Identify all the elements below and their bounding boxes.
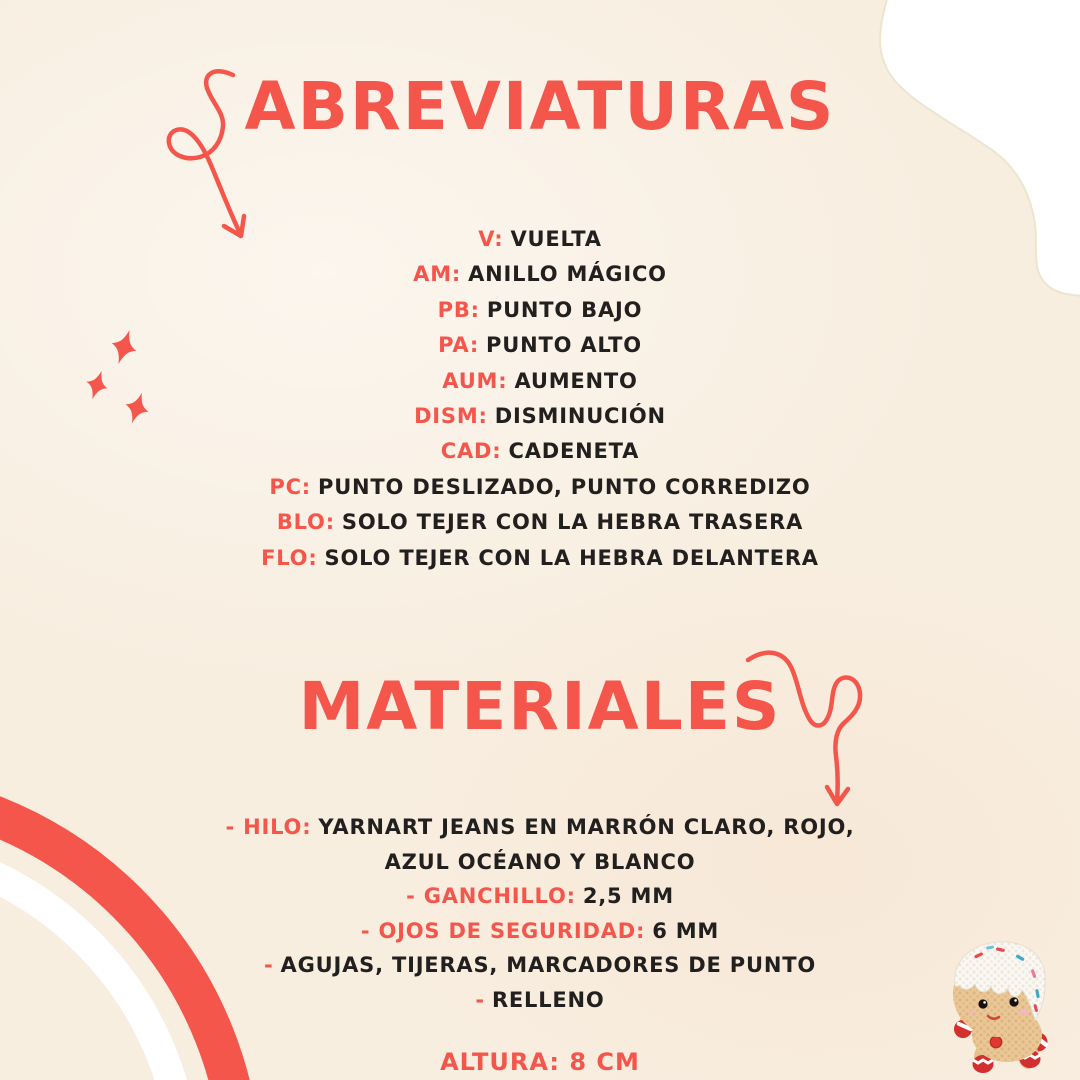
- material-text: 6 MM: [652, 918, 720, 943]
- abbreviation-row: [0, 541, 1080, 576]
- abbr-key: PB:: [437, 297, 480, 322]
- abbr-meaning: CADENETA: [508, 439, 640, 464]
- crochet-gingerbread-doll: [930, 928, 1080, 1080]
- abbr-key: V:: [478, 227, 504, 251]
- material-label: - HILO:: [225, 815, 312, 839]
- page-title-materiales: MATERIALES: [298, 668, 782, 745]
- material-label: -: [475, 987, 485, 1012]
- abbreviation-row: [0, 505, 1080, 540]
- materials-list: [0, 810, 1080, 1018]
- material-label: - GANCHILLO:: [406, 884, 576, 909]
- abbreviation-row: [0, 470, 1080, 505]
- material-text: YARNART JEANS EN MARRÓN CLARO, ROJO,: [318, 815, 855, 839]
- height-note: ALTURA: 8 CM: [440, 1048, 640, 1076]
- abbreviation-row: [0, 399, 1080, 434]
- doll-button: [990, 1036, 1002, 1048]
- abbr-key: DISM:: [414, 404, 488, 429]
- doll-blush: [1019, 1009, 1029, 1016]
- abbr-meaning: DISMINUCIÓN: [494, 404, 666, 429]
- material-row: [0, 983, 1080, 1018]
- abbr-key: CAD:: [440, 439, 502, 464]
- material-text-line2: AZUL OCÉANO Y BLANCO: [384, 849, 696, 874]
- material-label: - OJOS DE SEGURIDAD:: [360, 918, 646, 943]
- material-row: [0, 948, 1080, 983]
- page-title-abreviaturas: ABREVIATURAS: [244, 68, 836, 145]
- abbreviation-row: [0, 328, 1080, 363]
- abbr-key: AUM:: [442, 368, 508, 393]
- abbr-meaning: PUNTO DESLIZADO, PUNTO CORREDIZO: [318, 474, 811, 499]
- abbreviation-row: [0, 257, 1080, 292]
- abbreviation-row: [0, 434, 1080, 469]
- abbr-meaning: AUMENTO: [514, 368, 638, 393]
- material-text: AGUJAS, TIJERAS, MARCADORES DE PUNTO: [280, 953, 816, 978]
- material-row: [0, 879, 1080, 914]
- abbreviation-row: [0, 222, 1080, 257]
- abbr-key: PC:: [269, 474, 312, 499]
- abbreviations-list: [0, 222, 1080, 576]
- abbr-meaning: SOLO TEJER CON LA HEBRA DELANTERA: [324, 545, 819, 570]
- abbr-key: AM:: [413, 262, 462, 287]
- abbr-key: PA:: [438, 333, 480, 358]
- abbr-meaning: VUELTA: [510, 227, 602, 251]
- abbr-meaning: PUNTO ALTO: [486, 333, 642, 358]
- abbr-key: BLO:: [276, 510, 335, 535]
- material-text: 2,5 MM: [582, 884, 674, 909]
- material-row: [0, 810, 1080, 879]
- abbr-key: FLO:: [261, 545, 318, 570]
- material-row: [0, 914, 1080, 949]
- abbreviation-row: [0, 364, 1080, 399]
- abbr-meaning: ANILLO MÁGICO: [468, 262, 667, 287]
- abbr-meaning: PUNTO BAJO: [486, 297, 643, 322]
- material-text: RELLENO: [491, 987, 605, 1012]
- abbreviation-row: [0, 293, 1080, 328]
- material-label: -: [264, 953, 274, 978]
- doll-blush: [968, 1009, 976, 1015]
- abbr-meaning: SOLO TEJER CON LA HEBRA TRASERA: [341, 510, 804, 535]
